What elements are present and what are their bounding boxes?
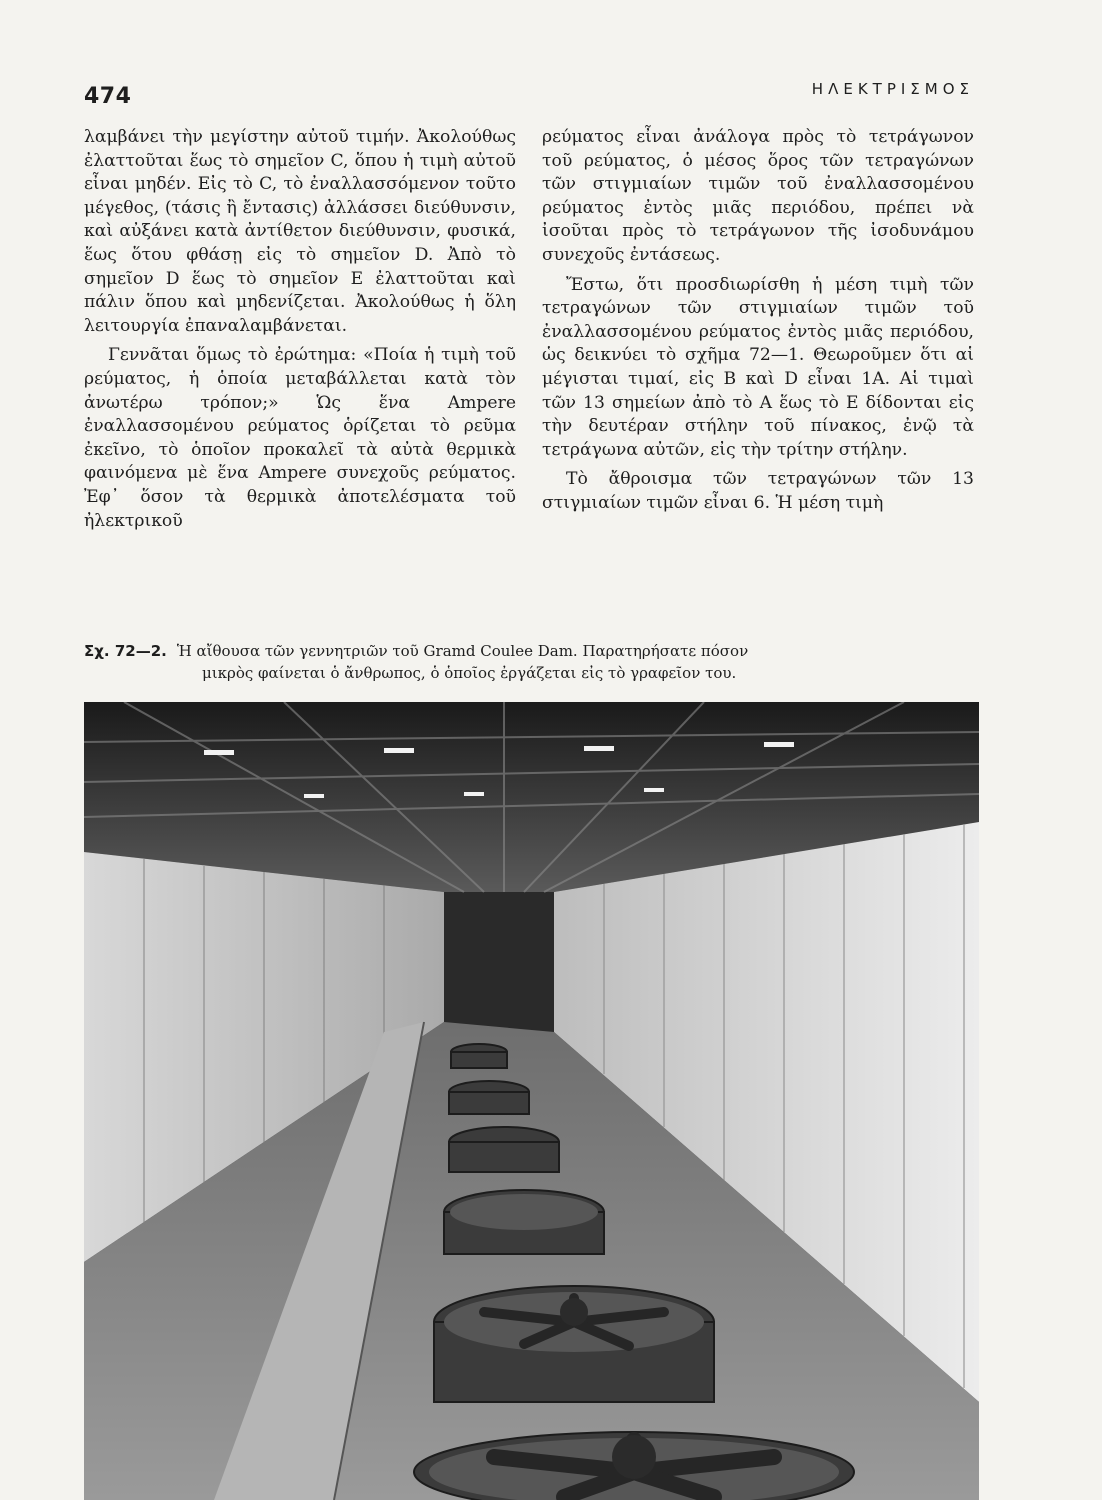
paragraph: Ἔστω, ὅτι προσδιωρίσθη ἡ μέση τιμὴ τῶν τετραγώνων τῶν στιγμιαίων τιμῶν τοῦ ἐναλλασσομένου ρεύματος ἐντὸς μιᾶς περιόδου, ὡς δεικνύει τὸ σχῆμα 72—1. Θεωροῦμεν ὅτι αἱ μέγισται τιμαί, εἰς B καὶ D εἶναι 1A. Αἱ τιμαὶ τῶν 13 σημείων ἀπὸ τὸ A ἕως τὸ E δίδονται εἰς τὴν δευτέραν στήλην τοῦ πίνακος, ἐνῷ τὰ τετράγωνα αὐτῶν, εἰς τὴν τρίτην στήλην. <box>542 274 974 460</box>
paragraph: λαμβάνει τὴν μεγίστην αὐτοῦ τιμήν. Ἀκολούθως ἐλαττοῦται ἕως τὸ σημεῖον C, ὅπου ἡ τιμὴ αὐτοῦ εἶναι μηδέν. Εἰς τὸ C, τὸ ἐναλλασσόμενον τοῦτο μέγεθος, (τάσις ἢ ἔντασις) ἀλλάσσει διεύθυνσιν, καὶ αὐξάνει κατὰ ἀντίθετον διεύθυνσιν, φυσικά, ἕως ὅτου φθάσῃ εἰς τὸ σημεῖον D. Ἀπὸ τὸ σημεῖον D ἕως τὸ σημεῖον E ἐλαττοῦται καὶ πάλιν ὅπου καὶ μηδενίζεται. Ἀκολούθως ἡ ὅλη λειτουργία ἐπαναλαμβάνεται. <box>84 127 516 336</box>
generator-hall-photo <box>84 702 979 1500</box>
paragraph: Γεννᾶται ὅμως τὸ ἐρώτημα: «Ποία ἡ τιμὴ τοῦ ρεύματος, ἡ ὁποία μεταβάλλεται κατὰ τὸν ἀνωτέρω τρόπον;» Ὡς ἕνα Ampere ἐναλλασσομένου ρεύματος ὁρίζεται τὸ ρεῦμα ἐκεῖνο, τὸ ὁποῖον προκαλεῖ τὰ αὐτὰ θερμικὰ φαινόμενα μὲ ἕνα Ampere συνεχοῦς ρεύματος. Ἐφ᾽ ὅσον τὰ θερμικὰ ἀποτελέσματα τοῦ ἠλεκτρικοῦ <box>84 345 516 531</box>
figure-caption <box>84 640 984 684</box>
generator-hall-illustration <box>84 702 979 1500</box>
right-text-column <box>542 126 974 516</box>
paragraph: ρεύματος εἶναι ἀνάλογα πρὸς τὸ τετράγωνον τοῦ ρεύματος, ὁ μέσος ὅρος τῶν τετραγώνων τῶν στιγμιαίων τιμῶν τοῦ ἐναλλασσομένου ρεύματος ἐντὸς μιᾶς περιόδου, πρέπει νὰ ἰσοῦται πρὸς τὸ τετράγωνον τῆς ἰσοδυνάμου συνεχοῦς ἐντάσεως. <box>542 127 974 265</box>
caption-line-1: Ἡ αἴθουσα τῶν γεννητριῶν τοῦ Gramd Coulee Dam. Παρατηρήσατε πόσον <box>176 642 749 660</box>
running-head: ΗΛΕΚΤΡΙΣΜΟΣ <box>811 80 974 98</box>
left-text-column <box>84 126 516 533</box>
caption-line-2: μικρὸς φαίνεται ὁ ἄνθρωπος, ὁ ὁποῖος ἐργάζεται εἰς τὸ γραφεῖον του. <box>202 664 737 682</box>
paragraph: Τὸ ἄθροισμα τῶν τετραγώνων τῶν 13 στιγμιαίων τιμῶν εἶναι 6. Ἡ μέση τιμὴ <box>542 469 974 513</box>
figure-label: Σχ. 72—2. <box>84 642 167 660</box>
page-number: 474 <box>84 84 132 109</box>
